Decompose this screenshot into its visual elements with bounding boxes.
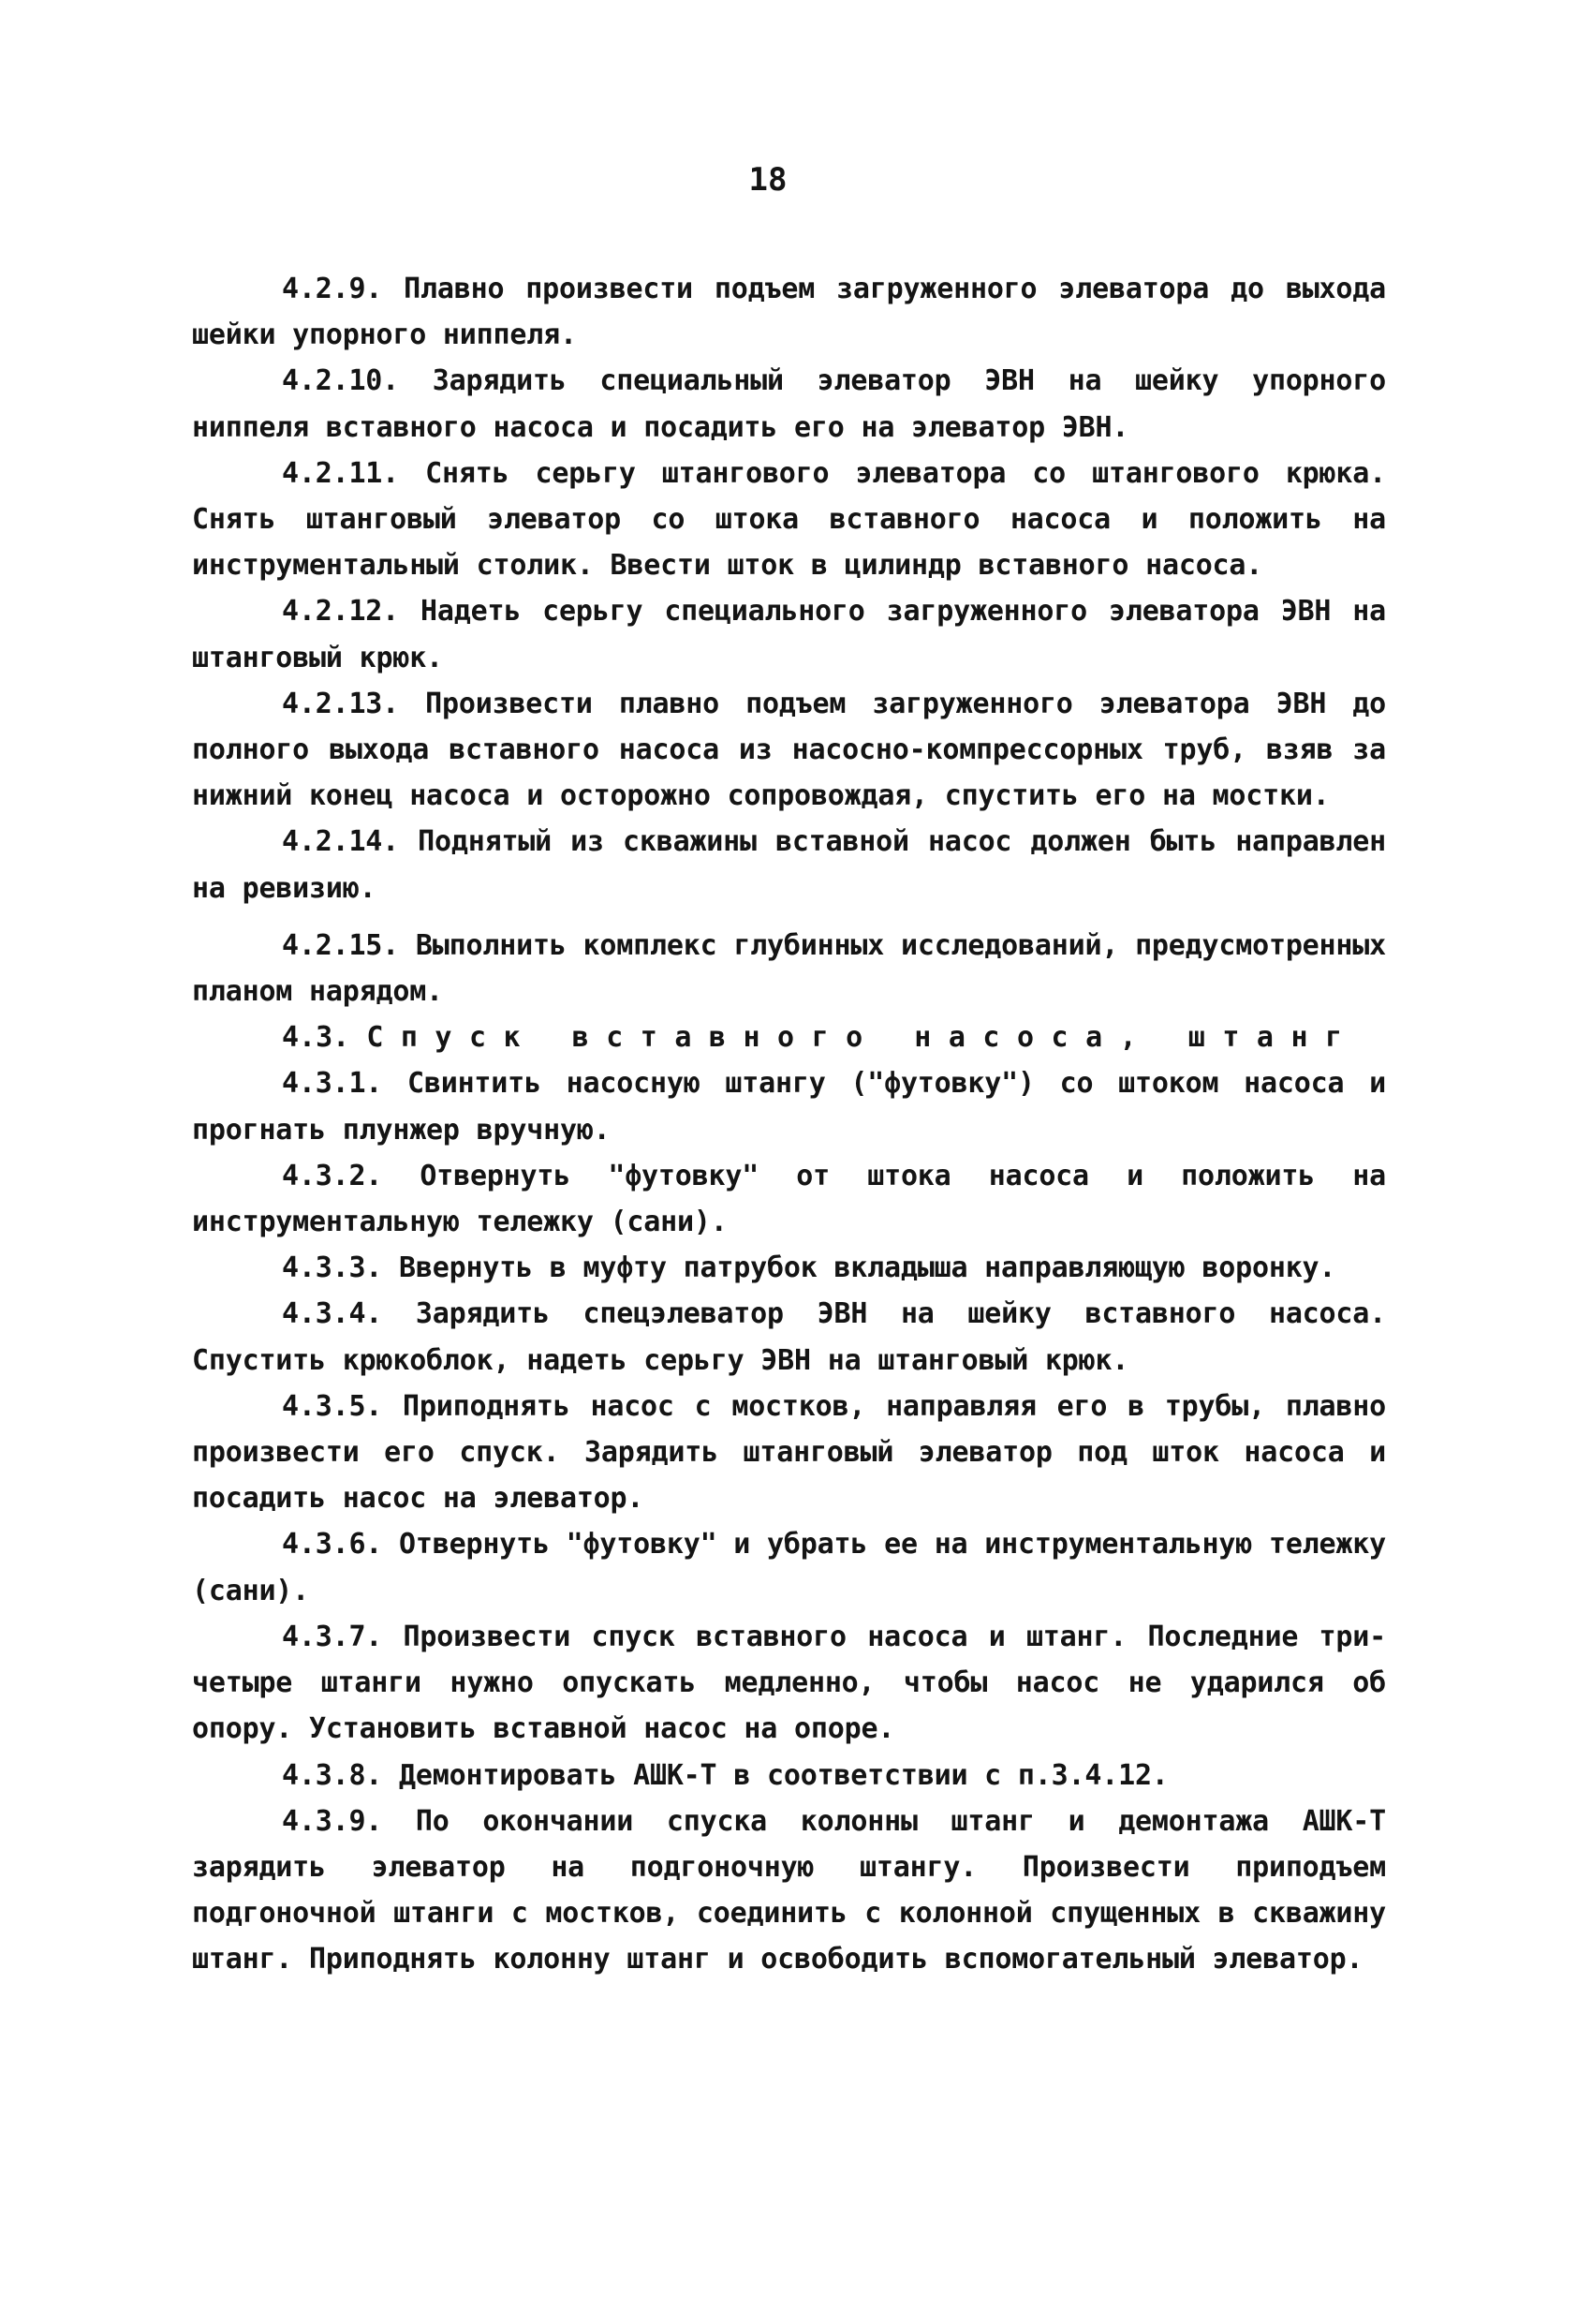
paragraph-4-2-9: 4.2.9. Плавно произвести подъем загруженного элеватора до выхода шейки упорного ниппеля. (192, 273, 1386, 352)
paragraph-4-2-12: 4.2.12. Надеть серьгу специального загруженного элеватора ЭВН на штанговый крюк. (192, 595, 1386, 674)
paragraph-4-3-2: 4.3.2. Отвернуть "футовку" от штока насоса и положить на инструментальную тележку (сани). (192, 1159, 1386, 1239)
paragraph-4-2-15: 4.2.15. Выполнить комплекс глубинных исследований, предусмотренных планом нарядом. (192, 928, 1386, 1009)
paragraph-4-3-4: 4.3.4. Зарядить спецэлеватор ЭВН на шейку вставного насоса. Спустить крюкоблок, надеть серьгу ЭВН на штанговый крюк. (192, 1297, 1386, 1377)
paragraph-4-3-1: 4.3.1. Свинтить насосную штангу ("футовку") со штоком насоса и прогнать плунжер вручную. (192, 1067, 1386, 1147)
paragraph-4-3-7: 4.3.7. Произвести спуск вставного насоса и штанг. Последние три-четыре штанги нужно опускать медленно, чтобы насос не ударился об опору. Установить вставной насос на опоре. (192, 1620, 1386, 1746)
paragraph-4-2-10: 4.2.10. Зарядить специальный элеватор ЭВН на шейку упорного ниппеля вставного насоса и посадить его на элеватор ЭВН. (192, 364, 1386, 444)
paragraph-4-2-11: 4.2.11. Снять серьгу штангового элеватора со штангового крюка. Снять штанговый элеватор со штока вставного насоса и положить на инструментальный столик. Ввести шток в цилиндр вставного насоса. (192, 456, 1386, 583)
paragraph-4-3-8: 4.3.8. Демонтировать АШК-Т в соответствии с п.3.4.12. (282, 1758, 1169, 1792)
section-number: 4.3. (282, 1021, 350, 1055)
paragraph-4-3-9: 4.3.9. По окончании спуска колонны штанг и демонтажа АШК-Т зарядить элеватор на подгоночную штангу. Произвести приподъем подгоночной штанги с мостков, соединить с колонной спущенных в скважину штанг. Приподнять колонну штанг и освободить вспомогательный элеватор. (192, 1804, 1386, 1976)
paragraph-4-2-13: 4.2.13. Произвести плавно подъем загруженного элеватора ЭВН до полного выхода вставного насоса из насосно-компрессорных труб, взяв за нижний конец насоса и осторожно сопровождая, спустить его на мостки. (192, 687, 1386, 813)
document-body (192, 266, 1386, 1983)
paragraph-4-3-3: 4.3.3. Ввернуть в муфту патрубок вкладыша направляющую воронку. (282, 1251, 1336, 1285)
paragraph-4-3-6: 4.3.6. Отвернуть "футовку" и убрать ее на инструментальную тележку (сани). (192, 1528, 1386, 1607)
section-title: Спуск вставного насоса, штанг (366, 1021, 1360, 1055)
section-heading-4-3 (192, 1014, 1386, 1060)
paragraph-4-3-5: 4.3.5. Приподнять насос с мостков, направляя его в трубы, плавно произвести его спуск. Зарядить штанговый элеватор под шток насоса и посадить насос на элеватор. (192, 1389, 1386, 1516)
paragraph-4-2-14: 4.2.14. Поднятый из скважины вставной насос должен быть направлен на ревизию. (192, 825, 1386, 905)
page-number: 18 (748, 161, 788, 199)
